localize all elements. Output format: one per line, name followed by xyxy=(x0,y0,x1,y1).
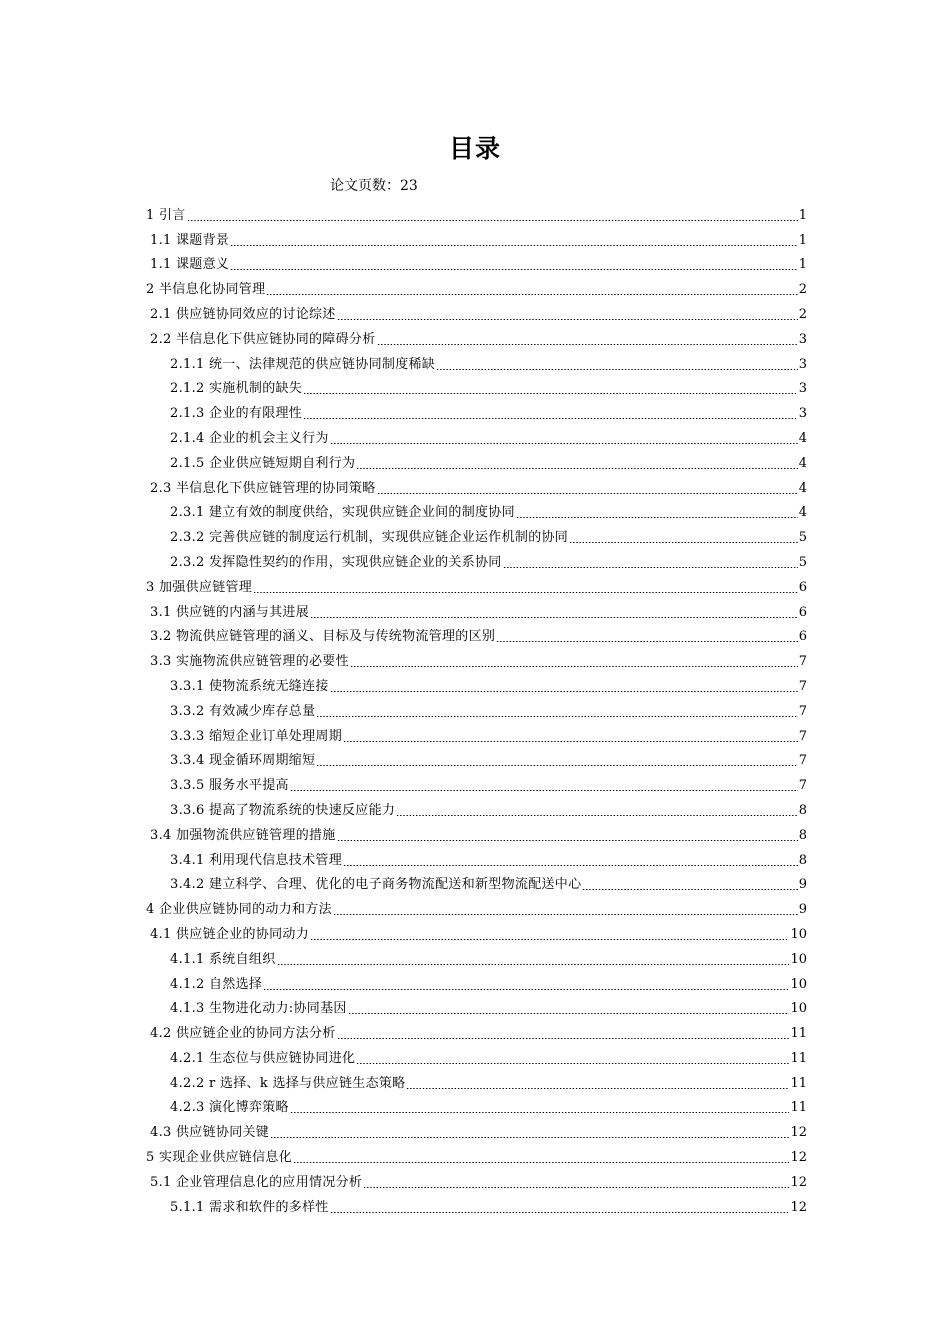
toc-entry-page-number: 7 xyxy=(798,654,807,670)
toc-entry[interactable] xyxy=(146,497,807,522)
toc-entry-title: 3 加强供应链管理 xyxy=(146,579,253,595)
toc-entry[interactable] xyxy=(146,893,807,918)
dot-leader xyxy=(343,865,798,866)
toc-entry-page-number: 12 xyxy=(790,1174,807,1190)
toc-entry[interactable] xyxy=(146,968,807,993)
toc-entry[interactable] xyxy=(146,472,807,497)
toc-entry-page-number: 6 xyxy=(798,604,807,620)
dot-leader xyxy=(330,691,798,692)
toc-entry-title: 5.1.1 需求和软件的多样性 xyxy=(170,1199,329,1215)
toc-entry[interactable] xyxy=(146,1017,807,1042)
toc-entry[interactable] xyxy=(146,298,807,323)
dot-leader xyxy=(343,741,798,742)
toc-entry[interactable] xyxy=(146,745,807,770)
toc-entry[interactable] xyxy=(146,323,807,348)
toc-entry-title: 3.4 加强物流供应链管理的措施 xyxy=(150,827,336,843)
dot-leader xyxy=(406,1088,789,1089)
toc-entry-page-number: 3 xyxy=(798,381,807,397)
toc-entry-page-number: 3 xyxy=(798,406,807,422)
dot-leader xyxy=(377,493,798,494)
toc-entry[interactable] xyxy=(146,422,807,447)
toc-entry-page-number: 1 xyxy=(798,232,807,248)
dot-leader xyxy=(333,914,798,915)
toc-entry[interactable] xyxy=(146,695,807,720)
toc-entry-page-number: 7 xyxy=(798,728,807,744)
toc-entry-page-number: 10 xyxy=(790,976,807,992)
toc-entry-page-number: 7 xyxy=(798,703,807,719)
toc-entry[interactable] xyxy=(146,993,807,1018)
toc-entry-title: 3.3 实施物流供应链管理的必要性 xyxy=(150,654,349,670)
dot-leader xyxy=(582,889,797,890)
toc-entry-title: 3.3.4 现金循环周期缩短 xyxy=(170,753,316,769)
toc-entry[interactable] xyxy=(146,571,807,596)
dot-leader xyxy=(350,666,798,667)
dot-leader xyxy=(316,716,797,717)
toc-entry-page-number: 9 xyxy=(798,902,807,918)
toc-entry-page-number: 9 xyxy=(798,877,807,893)
dot-leader xyxy=(569,542,798,543)
toc-entry-title: 2.3.2 发挥隐性契约的作用，实现供应链企业的关系协同 xyxy=(170,554,502,570)
dot-leader xyxy=(290,790,798,791)
toc-entry[interactable] xyxy=(146,373,807,398)
toc-entry-title: 1.1 课题背景 xyxy=(150,232,230,248)
toc-entry[interactable] xyxy=(146,769,807,794)
dot-leader xyxy=(316,765,797,766)
dot-leader xyxy=(330,1212,790,1213)
toc-entry[interactable] xyxy=(146,596,807,621)
toc-entry[interactable] xyxy=(146,1166,807,1191)
toc-entry[interactable] xyxy=(146,249,807,274)
toc-entry[interactable] xyxy=(146,1141,807,1166)
toc-entry-page-number: 8 xyxy=(798,852,807,868)
toc-entry-title: 2 半信息化协同管理 xyxy=(146,282,266,298)
toc-entry-page-number: 4 xyxy=(798,480,807,496)
toc-entry-title: 4.2.2 r 选择、k 选择与供应链生态策略 xyxy=(170,1075,406,1091)
toc-entry-title: 5.1 企业管理信息化的应用情况分析 xyxy=(150,1174,363,1190)
dot-leader xyxy=(310,939,789,940)
dot-leader xyxy=(337,840,798,841)
toc-entry-page-number: 10 xyxy=(790,926,807,942)
toc-entry[interactable] xyxy=(146,670,807,695)
dot-leader xyxy=(270,1137,789,1138)
toc-entry-page-number: 8 xyxy=(798,802,807,818)
toc-entry[interactable] xyxy=(146,546,807,571)
toc-entry[interactable] xyxy=(146,224,807,249)
toc-entry[interactable] xyxy=(146,720,807,745)
toc-entry[interactable] xyxy=(146,348,807,373)
toc-entry-title: 3.3.5 服务水平提高 xyxy=(170,778,289,794)
toc-entry-title: 3.4.1 利用现代信息技术管理 xyxy=(170,852,343,868)
toc-entry-page-number: 11 xyxy=(790,1026,807,1042)
toc-entry[interactable] xyxy=(146,1067,807,1092)
dot-leader xyxy=(263,989,789,990)
dot-leader xyxy=(337,319,798,320)
toc-entry-title: 2.1.1 统一、法律规范的供应链协同制度稀缺 xyxy=(170,356,436,372)
toc-entry-page-number: 3 xyxy=(798,331,807,347)
toc-entry-page-number: 6 xyxy=(798,579,807,595)
toc-entry-title: 4.1 供应链企业的协同动力 xyxy=(150,926,310,942)
toc-entry[interactable] xyxy=(146,1191,807,1216)
toc-entry-title: 2.3 半信息化下供应链管理的协同策略 xyxy=(150,480,376,496)
page-count-note: 论文页数：23 xyxy=(330,178,418,194)
table-of-contents xyxy=(146,199,807,1216)
toc-entry-page-number: 5 xyxy=(798,530,807,546)
dot-leader xyxy=(337,1038,790,1039)
toc-entry-page-number: 1 xyxy=(798,207,807,223)
toc-entry[interactable] xyxy=(146,397,807,422)
toc-entry-page-number: 8 xyxy=(798,827,807,843)
dot-leader xyxy=(356,1063,789,1064)
toc-entry-page-number: 7 xyxy=(798,678,807,694)
dot-leader xyxy=(187,220,798,221)
toc-entry[interactable] xyxy=(146,1092,807,1117)
toc-title: 目录 xyxy=(448,134,501,163)
toc-entry-title: 4.1.1 系统自组织 xyxy=(170,951,276,967)
dot-leader xyxy=(253,592,798,593)
dot-leader xyxy=(330,443,798,444)
toc-entry-page-number: 12 xyxy=(790,1150,807,1166)
toc-entry-title: 3.3.3 缩短企业订单处理周期 xyxy=(170,728,343,744)
toc-entry[interactable] xyxy=(146,844,807,869)
toc-entry[interactable] xyxy=(146,447,807,472)
toc-entry-page-number: 4 xyxy=(798,430,807,446)
toc-entry-page-number: 4 xyxy=(798,455,807,471)
dot-leader xyxy=(516,517,798,518)
toc-entry-page-number: 6 xyxy=(798,629,807,645)
toc-entry[interactable] xyxy=(146,794,807,819)
toc-entry-title: 3.3.1 使物流系统无缝连接 xyxy=(170,678,329,694)
toc-entry[interactable] xyxy=(146,869,807,894)
toc-entry-title: 4.1.3 生物进化动力:协同基因 xyxy=(170,1001,347,1017)
toc-entry-title: 2.1.4 企业的机会主义行为 xyxy=(170,430,329,446)
toc-entry-title: 1.1 课题意义 xyxy=(150,257,230,273)
toc-entry-title: 2.1.2 实施机制的缺失 xyxy=(170,381,303,397)
toc-entry-page-number: 5 xyxy=(798,554,807,570)
toc-entry-page-number: 10 xyxy=(790,951,807,967)
toc-entry[interactable] xyxy=(146,199,807,224)
toc-entry[interactable] xyxy=(146,521,807,546)
toc-entry-page-number: 7 xyxy=(798,778,807,794)
toc-entry-page-number: 12 xyxy=(790,1199,807,1215)
dot-leader xyxy=(436,369,798,370)
dot-leader xyxy=(377,344,798,345)
toc-entry[interactable] xyxy=(146,645,807,670)
toc-entry[interactable] xyxy=(146,1116,807,1141)
toc-entry-page-number: 3 xyxy=(798,356,807,372)
toc-entry-title: 2.3.1 建立有效的制度供给，实现供应链企业间的制度协同 xyxy=(170,505,515,521)
toc-entry-title: 3.3.2 有效减少库存总量 xyxy=(170,703,316,719)
dot-leader xyxy=(348,1013,790,1014)
toc-entry-page-number: 7 xyxy=(798,753,807,769)
toc-entry[interactable] xyxy=(146,819,807,844)
dot-leader xyxy=(230,245,798,246)
toc-entry-title: 5 实现企业供应链信息化 xyxy=(146,1150,293,1166)
toc-entry-title: 2.1.5 企业供应链短期自利行为 xyxy=(170,455,356,471)
toc-entry-title: 2.3.2 完善供应链的制度运行机制，实现供应链企业运作机制的协同 xyxy=(170,530,569,546)
toc-entry[interactable] xyxy=(146,1042,807,1067)
toc-entry[interactable] xyxy=(146,621,807,646)
dot-leader xyxy=(503,567,798,568)
toc-entry-title: 2.1 供应链协同效应的讨论综述 xyxy=(150,306,336,322)
toc-entry-page-number: 2 xyxy=(798,282,807,298)
dot-leader xyxy=(293,1162,789,1163)
toc-entry-title: 4.3 供应链协同关键 xyxy=(150,1125,270,1141)
dot-leader xyxy=(310,617,798,618)
toc-entry-title: 4.2.3 演化博弈策略 xyxy=(170,1100,289,1116)
toc-entry-title: 3.3.6 提高了物流系统的快速反应能力 xyxy=(170,802,396,818)
toc-entry-title: 3.2 物流供应链管理的涵义、目标及与传统物流管理的区别 xyxy=(150,629,496,645)
dot-leader xyxy=(396,815,798,816)
toc-entry-title: 3.4.2 建立科学、合理、优化的电子商务物流配送和新型物流配送中心 xyxy=(170,877,582,893)
toc-entry-page-number: 10 xyxy=(790,1001,807,1017)
toc-entry-page-number: 2 xyxy=(798,306,807,322)
dot-leader xyxy=(363,1187,789,1188)
toc-entry-title: 4 企业供应链协同的动力和方法 xyxy=(146,902,332,918)
toc-entry-title: 3.1 供应链的内涵与其进展 xyxy=(150,604,310,620)
toc-entry-title: 4.2.1 生态位与供应链协同进化 xyxy=(170,1050,356,1066)
toc-entry-title: 4.1.2 自然选择 xyxy=(170,976,263,992)
toc-entry-title: 1 引言 xyxy=(146,207,186,223)
toc-entry[interactable] xyxy=(146,918,807,943)
toc-entry-page-number: 11 xyxy=(790,1100,807,1116)
dot-leader xyxy=(303,418,798,419)
dot-leader xyxy=(290,1112,790,1113)
toc-entry-title: 2.2 半信息化下供应链协同的障碍分析 xyxy=(150,331,376,347)
toc-entry-page-number: 12 xyxy=(790,1125,807,1141)
toc-entry-page-number: 4 xyxy=(798,505,807,521)
dot-leader xyxy=(230,269,798,270)
dot-leader xyxy=(277,964,790,965)
toc-entry-page-number: 11 xyxy=(790,1075,807,1091)
toc-entry[interactable] xyxy=(146,273,807,298)
dot-leader xyxy=(496,641,798,642)
toc-entry-title: 2.1.3 企业的有限理性 xyxy=(170,406,303,422)
toc-entry-page-number: 1 xyxy=(798,257,807,273)
dot-leader xyxy=(303,393,798,394)
toc-entry-page-number: 11 xyxy=(790,1050,807,1066)
dot-leader xyxy=(356,468,797,469)
toc-entry-title: 4.2 供应链企业的协同方法分析 xyxy=(150,1026,336,1042)
toc-entry[interactable] xyxy=(146,943,807,968)
dot-leader xyxy=(266,294,797,295)
